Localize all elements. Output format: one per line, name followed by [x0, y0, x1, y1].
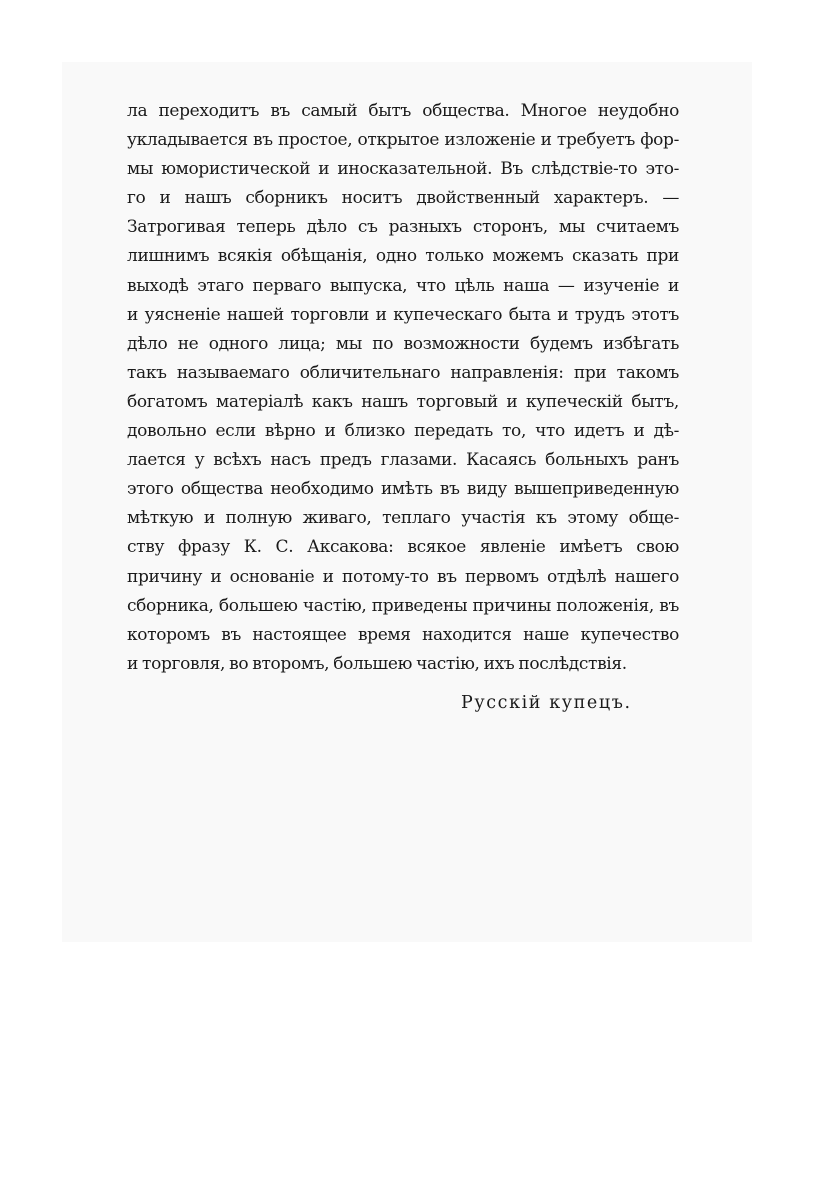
text-line: лается у всѣхъ насъ предъ глазами. Касаясь больныхъ ранъ [127, 450, 679, 471]
text-line: такъ называемаго обличительнаго направленія: при такомъ [127, 362, 679, 383]
text-line: ству фразу К. С. Аксакова: всякое явленіе имѣетъ свою [127, 537, 679, 558]
text-line: выходѣ этаго перваго выпуска, что цѣль наша — изученіе и [127, 275, 679, 296]
body-text [127, 97, 679, 679]
text-line: Затрогивая теперь дѣло съ разныхъ сторонъ, мы считаемъ [127, 217, 679, 238]
text-line: го и нашъ сборникъ носитъ двойственный характеръ. — [127, 188, 679, 209]
text-line: довольно если вѣрно и близко передать то, что идетъ и дѣ- [127, 421, 679, 442]
text-line: сборника, большею частію, приведены причины положенія, въ [127, 595, 679, 616]
signature: Русскій купецъ. [461, 693, 632, 713]
text-line: мѣткую и полную живаго, теплаго участія къ этому обще- [127, 508, 679, 529]
text-line: богатомъ матеріалѣ какъ нашъ торговый и купеческій бытъ, [127, 391, 679, 412]
text-line: этого общества необходимо имѣть въ виду вышеприведенную [127, 479, 679, 500]
text-line: которомъ въ настоящее время находится наше купечество [127, 624, 679, 645]
text-line: ла переходитъ въ самый бытъ общества. Многое неудобно [127, 101, 679, 121]
text-line-last: и торговля, во второмъ, большею частію, ихъ послѣдствія. [127, 653, 627, 674]
text-line: причину и основаніе и потому-то въ первомъ отдѣлѣ нашего [127, 566, 679, 587]
text-line: укладывается въ простое, открытое изложеніе и требуетъ фор- [127, 130, 679, 151]
text-line: мы юмористической и иносказательной. Въ слѣдствіе-то это- [127, 159, 679, 180]
text-line: лишнимъ всякія обѣщанія, одно только можемъ сказать при [127, 246, 679, 267]
text-line: и уясненіе нашей торговли и купеческаго быта и трудъ этотъ [127, 304, 679, 325]
text-line: дѣло не одного лица; мы по возможности будемъ избѣгать [127, 333, 679, 354]
